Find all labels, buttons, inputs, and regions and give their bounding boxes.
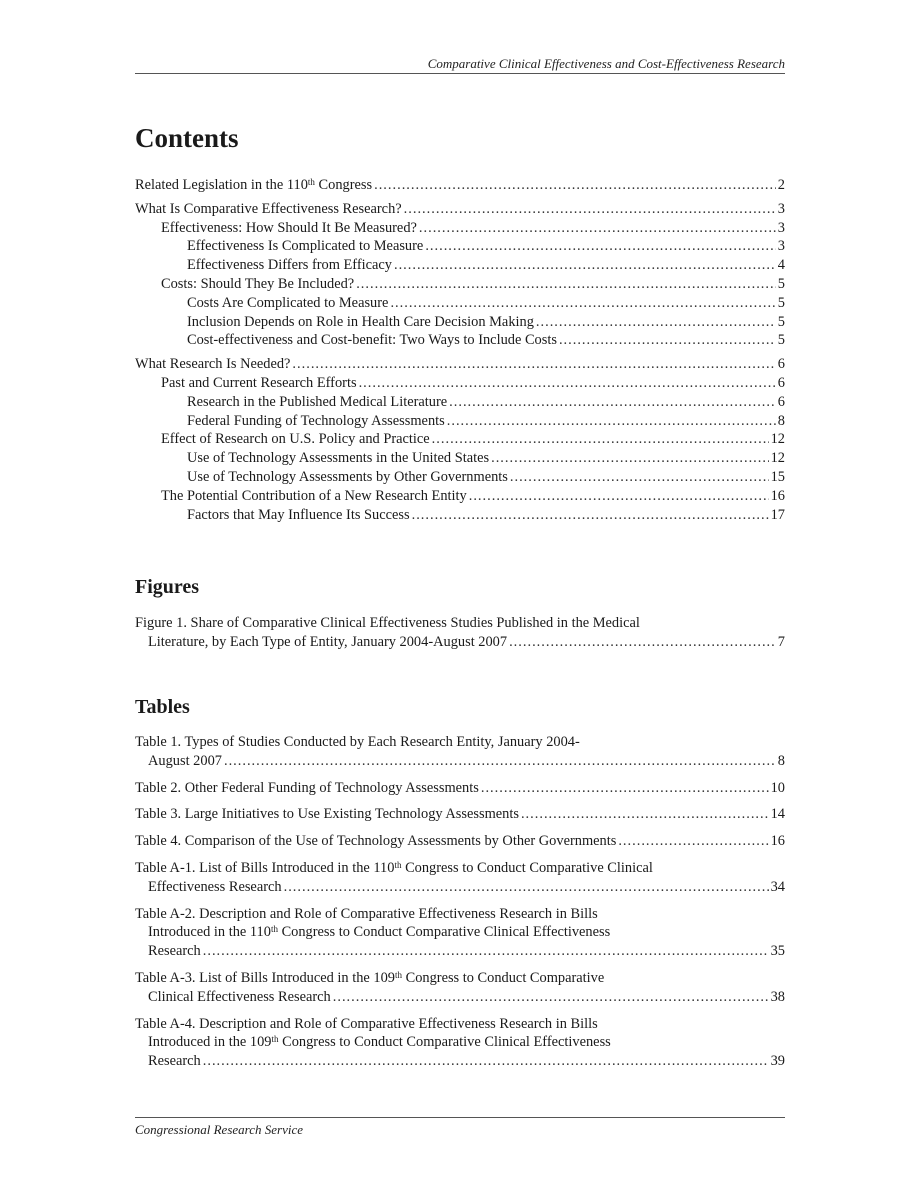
figure-entry-line: Figure 1. Share of Comparative Clinical Effectiveness Studies Published in the Medical bbox=[135, 615, 640, 631]
toc-entry-label: Costs: Should They Be Included? bbox=[161, 275, 355, 292]
toc-entry[interactable] bbox=[135, 331, 785, 350]
toc-page-number: 39 bbox=[770, 1053, 785, 1070]
toc-entry[interactable] bbox=[135, 430, 785, 449]
toc-entry[interactable] bbox=[135, 506, 785, 525]
toc-entry[interactable] bbox=[135, 313, 785, 332]
figure-entry-line: Literature, by Each Type of Entity, January 2004-August 2007 bbox=[148, 633, 508, 650]
table-entry[interactable] bbox=[135, 832, 785, 851]
table-entry[interactable] bbox=[135, 1015, 785, 1071]
table-entry-line: Table A-1. List of Bills Introduced in the 110th Congress to Conduct Comparative Clinical bbox=[135, 859, 653, 876]
toc-entry[interactable] bbox=[135, 393, 785, 412]
toc-entry-label: Past and Current Research Efforts bbox=[161, 374, 357, 391]
footer-rule bbox=[135, 1117, 785, 1118]
toc-page-number: 35 bbox=[770, 943, 785, 960]
toc-entry[interactable] bbox=[135, 355, 785, 374]
figure-entry[interactable] bbox=[135, 614, 785, 652]
toc-entry-label: Effect of Research on U.S. Policy and Practice bbox=[161, 431, 430, 448]
header-rule bbox=[135, 73, 785, 74]
contents-heading: Contents bbox=[135, 123, 239, 153]
toc-page-number: 14 bbox=[770, 806, 785, 823]
table-entry-line: Effectiveness Research bbox=[148, 878, 282, 895]
toc-page-number: 5 bbox=[777, 332, 785, 349]
toc-page-number: 3 bbox=[777, 200, 785, 217]
running-header: Comparative Clinical Effectiveness and Cost-Effectiveness Research bbox=[427, 56, 785, 71]
toc-entry[interactable] bbox=[135, 468, 785, 487]
toc-page-number: 6 bbox=[777, 356, 785, 373]
figures-heading: Figures bbox=[135, 576, 200, 598]
toc-entry[interactable] bbox=[135, 219, 785, 238]
table-entry[interactable] bbox=[135, 779, 785, 798]
tables-list bbox=[135, 733, 785, 1079]
toc-entry[interactable] bbox=[135, 176, 785, 195]
toc-page-number: 6 bbox=[777, 393, 785, 410]
toc-entry-label: What Is Comparative Effectiveness Research? bbox=[135, 200, 402, 217]
contents-list bbox=[135, 176, 785, 524]
table-entry-line: Table 4. Comparison of the Use of Technology Assessments by Other Governments bbox=[135, 833, 617, 850]
table-entry-line: Table A-4. Description and Role of Comparative Effectiveness Research in Bills bbox=[135, 1015, 598, 1032]
toc-page-number: 12 bbox=[770, 431, 785, 448]
toc-page-number: 8 bbox=[777, 412, 785, 429]
table-entry[interactable] bbox=[135, 969, 785, 1007]
toc-page-number: 10 bbox=[770, 779, 785, 796]
table-entry[interactable] bbox=[135, 859, 785, 897]
toc-page-number: 5 bbox=[777, 313, 785, 330]
toc-page-number: 3 bbox=[777, 219, 785, 236]
toc-entry-label: What Research Is Needed? bbox=[135, 356, 291, 373]
toc-page-number: 12 bbox=[770, 450, 785, 467]
toc-entry-label: Cost-effectiveness and Cost-benefit: Two Ways to Include Costs bbox=[187, 332, 557, 349]
toc-page-number: 3 bbox=[777, 238, 785, 255]
toc-page-number: 6 bbox=[777, 374, 785, 391]
toc-entry[interactable] bbox=[135, 412, 785, 431]
toc-page-number: 34 bbox=[770, 878, 785, 895]
toc-page-number: 38 bbox=[770, 988, 785, 1005]
toc-entry-label: Federal Funding of Technology Assessments bbox=[187, 412, 445, 429]
toc-entry[interactable] bbox=[135, 449, 785, 468]
toc-entry[interactable] bbox=[135, 237, 785, 256]
toc-page-number: 4 bbox=[777, 257, 785, 274]
toc-page-number: 7 bbox=[777, 633, 785, 650]
table-entry-line: Table 2. Other Federal Funding of Technology Assessments bbox=[135, 779, 479, 796]
toc-page-number: 5 bbox=[777, 275, 785, 292]
toc-entry-label: Use of Technology Assessments by Other Governments bbox=[187, 468, 508, 485]
toc-entry-label: Use of Technology Assessments in the United States bbox=[187, 450, 490, 467]
toc-entry-label: Related Legislation in the 110th Congress bbox=[135, 176, 373, 193]
figures-list bbox=[135, 614, 785, 660]
toc-entry-label: The Potential Contribution of a New Research Entity bbox=[161, 487, 467, 504]
toc-entry-label: Factors that May Influence Its Success bbox=[187, 506, 410, 523]
toc-entry-label: Costs Are Complicated to Measure bbox=[187, 294, 389, 311]
table-entry-line: Clinical Effectiveness Research bbox=[148, 988, 331, 1005]
table-entry-line: Table 1. Types of Studies Conducted by Each Research Entity, January 2004- bbox=[135, 734, 580, 750]
toc-entry-label: Research in the Published Medical Literature bbox=[187, 393, 448, 410]
table-entry-line: August 2007 bbox=[148, 752, 222, 769]
tables-heading: Tables bbox=[135, 696, 190, 718]
running-footer: Congressional Research Service bbox=[135, 1122, 303, 1137]
table-entry-line: Research bbox=[148, 943, 201, 960]
table-entry-line: Introduced in the 109th Congress to Conduct Comparative Clinical Effectiveness bbox=[148, 1034, 611, 1051]
table-entry[interactable] bbox=[135, 733, 785, 771]
toc-page-number: 16 bbox=[770, 487, 785, 504]
toc-page-number: 15 bbox=[770, 468, 785, 485]
toc-page-number: 5 bbox=[777, 294, 785, 311]
toc-entry[interactable] bbox=[135, 487, 785, 506]
toc-entry-label: Effectiveness Differs from Efficacy bbox=[187, 257, 392, 274]
toc-entry-label: Inclusion Depends on Role in Health Care Decision Making bbox=[187, 313, 534, 330]
table-entry-line: Table A-2. Description and Role of Comparative Effectiveness Research in Bills bbox=[135, 905, 598, 922]
table-entry-line: Table 3. Large Initiatives to Use Existing Technology Assessments bbox=[135, 806, 519, 823]
toc-page-number: 16 bbox=[770, 833, 785, 850]
table-entry-line: Table A-3. List of Bills Introduced in the 109th Congress to Conduct Comparative bbox=[135, 969, 605, 986]
toc-page-number: 2 bbox=[777, 177, 785, 193]
table-entry[interactable] bbox=[135, 905, 785, 961]
table-entry[interactable] bbox=[135, 805, 785, 824]
toc-entry[interactable] bbox=[135, 294, 785, 313]
toc-entry[interactable] bbox=[135, 200, 785, 219]
toc-page-number: 17 bbox=[770, 506, 785, 523]
toc-entry-label: Effectiveness Is Complicated to Measure bbox=[187, 238, 424, 255]
toc-page-number: 8 bbox=[777, 752, 785, 769]
table-entry-line: Research bbox=[148, 1053, 201, 1070]
toc-entry[interactable] bbox=[135, 275, 785, 294]
toc-entry[interactable] bbox=[135, 374, 785, 393]
table-entry-line: Introduced in the 110th Congress to Conduct Comparative Clinical Effectiveness bbox=[148, 924, 611, 941]
toc-entry-label: Effectiveness: How Should It Be Measured? bbox=[161, 219, 417, 236]
toc-entry[interactable] bbox=[135, 256, 785, 275]
